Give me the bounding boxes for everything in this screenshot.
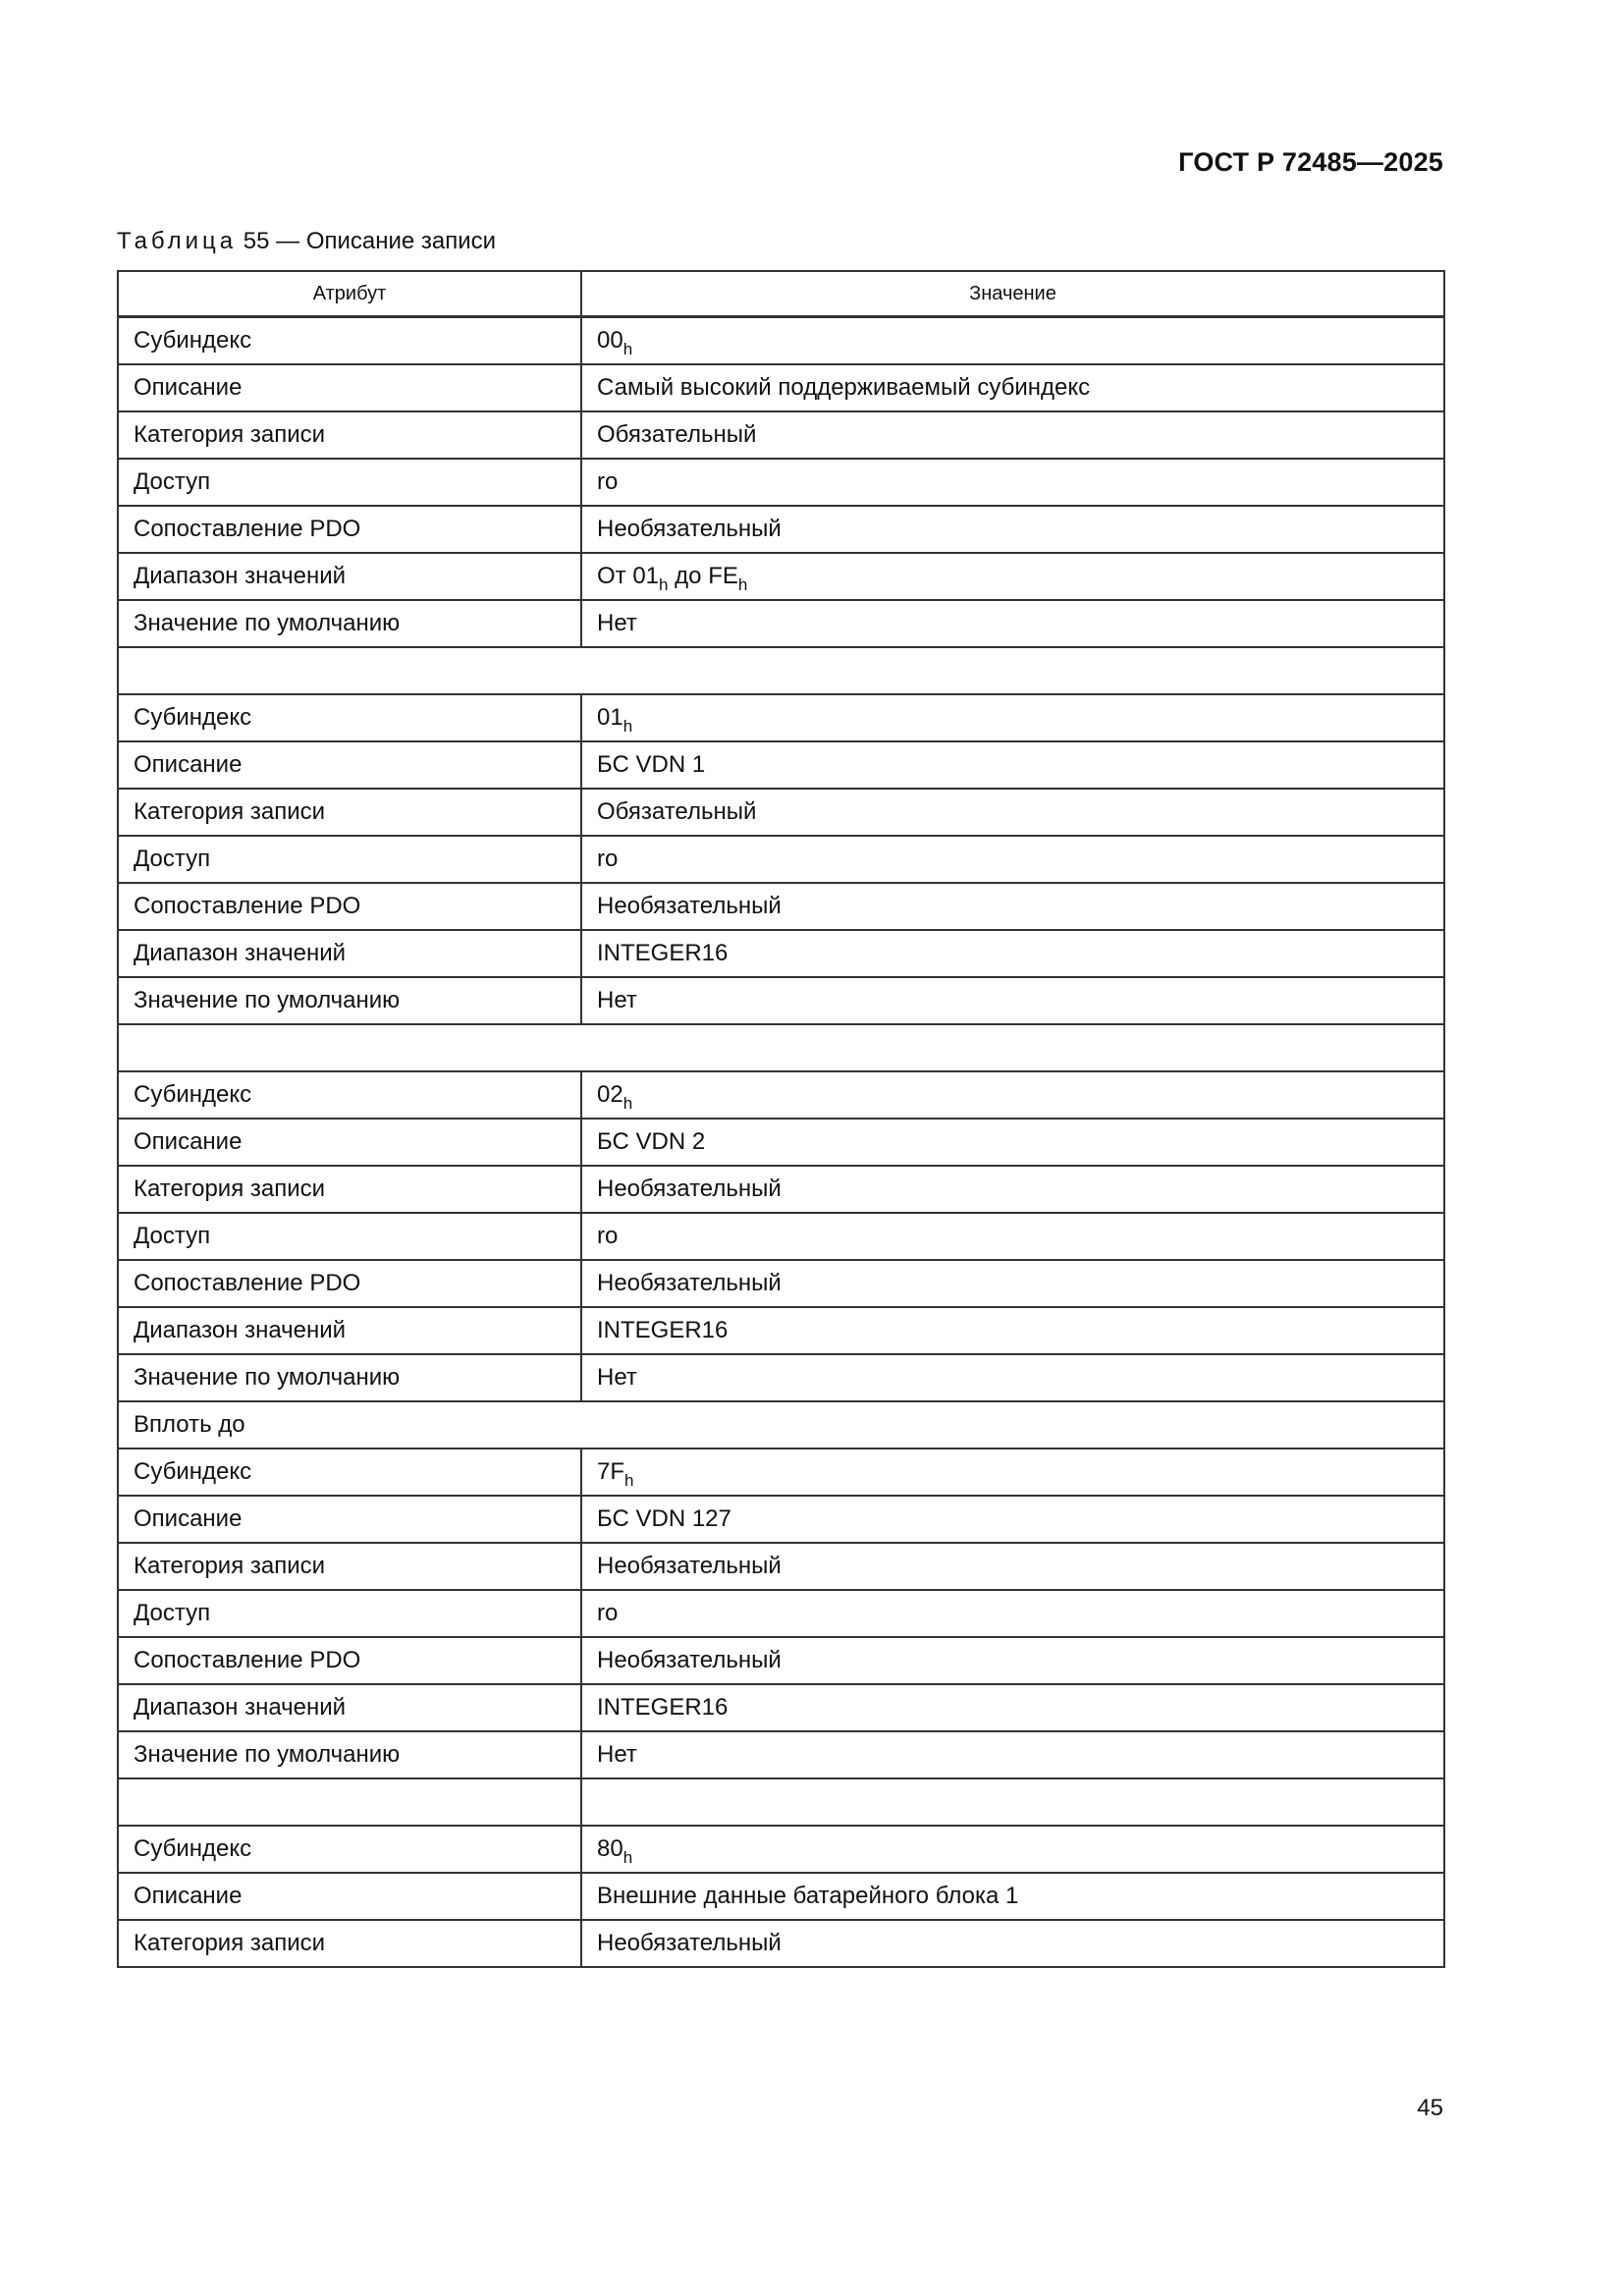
value-cell: [581, 977, 1444, 1024]
attribute-cell: Описание: [118, 364, 581, 411]
value-cell: [581, 1920, 1444, 1967]
value-cell: [581, 1354, 1444, 1401]
value-text: Необязательный: [597, 516, 782, 542]
attribute-cell: Описание: [118, 1496, 581, 1543]
table-row: [118, 553, 1444, 600]
value-text: INTEGER16: [597, 1317, 729, 1343]
table-row: [118, 1307, 1444, 1354]
value-text: 7F: [597, 1458, 625, 1485]
value-cell: [581, 1873, 1444, 1920]
value-cell: [581, 741, 1444, 789]
value-text: Необязательный: [597, 1175, 782, 1202]
table-row: [118, 459, 1444, 506]
value-cell: [581, 694, 1444, 741]
table-row: [118, 883, 1444, 930]
table-row: [118, 836, 1444, 883]
value-cell: [581, 1590, 1444, 1637]
value-text: БС VDN 127: [597, 1505, 731, 1532]
note-cell: Вплоть до: [118, 1401, 1444, 1449]
value-cell: [581, 1213, 1444, 1260]
attribute-cell: Описание: [118, 741, 581, 789]
value-text: Нет: [597, 610, 637, 636]
attribute-cell: Сопоставление PDO: [118, 1637, 581, 1684]
subscript-text: h: [622, 1094, 633, 1113]
table-row: [118, 741, 1444, 789]
caption-dash: —: [276, 228, 300, 254]
value-cell: [581, 1119, 1444, 1166]
value-cell: [581, 1543, 1444, 1590]
value-cell: [581, 1071, 1444, 1119]
table-row: [118, 1543, 1444, 1590]
caption-title: Описание записи: [305, 228, 497, 254]
value-cell: [581, 459, 1444, 506]
value-text: 01: [597, 704, 623, 731]
value-text: Необязательный: [597, 1930, 782, 1956]
subscript-text: h: [624, 1471, 634, 1490]
table-row: [118, 977, 1444, 1024]
value-cell: [581, 1731, 1444, 1778]
attribute-cell: Значение по умолчанию: [118, 1354, 581, 1401]
attribute-cell: Диапазон значений: [118, 930, 581, 977]
value-text: INTEGER16: [597, 1694, 729, 1721]
value-text: Необязательный: [597, 1647, 782, 1673]
table-body: [118, 317, 1444, 1968]
table-row: [118, 1213, 1444, 1260]
table-row: [118, 1354, 1444, 1401]
value-text: до FE: [668, 563, 738, 589]
attribute-cell: Субиндекс: [118, 1449, 581, 1496]
value-text: Нет: [597, 987, 637, 1013]
value-text: Необязательный: [597, 893, 782, 919]
page-number: 45: [1417, 2095, 1443, 2121]
value-cell: [581, 364, 1444, 411]
attribute-cell: Диапазон значений: [118, 553, 581, 600]
value-cell: [581, 1449, 1444, 1496]
attribute-cell: Категория записи: [118, 1920, 581, 1967]
table-row-note: [118, 1401, 1444, 1449]
column-header-value: Значение: [581, 271, 1444, 317]
table-row: [118, 1449, 1444, 1496]
value-cell: [581, 553, 1444, 600]
table-row: [118, 1731, 1444, 1778]
table-row: [118, 1496, 1444, 1543]
spacer-cell: [118, 1024, 1444, 1071]
value-text: 80: [597, 1835, 623, 1862]
attribute-cell: Значение по умолчанию: [118, 977, 581, 1024]
attribute-cell: Сопоставление PDO: [118, 1260, 581, 1307]
subscript-text: h: [622, 340, 633, 358]
table-row: [118, 600, 1444, 647]
value-cell: [581, 317, 1444, 365]
attribute-cell: Сопоставление PDO: [118, 883, 581, 930]
value-text: ro: [597, 846, 619, 872]
attribute-cell: Категория записи: [118, 789, 581, 836]
subscript-text: h: [737, 575, 748, 594]
record-description-table: [117, 270, 1445, 1968]
table-row: [118, 1260, 1444, 1307]
attribute-cell: Категория записи: [118, 411, 581, 459]
attribute-cell: Описание: [118, 1119, 581, 1166]
table-row: [118, 317, 1444, 365]
table-row-spacer: [118, 1024, 1444, 1071]
value-text: Внешние данные батарейного блока 1: [597, 1883, 1019, 1909]
value-cell: [581, 600, 1444, 647]
value-text: Необязательный: [597, 1553, 782, 1579]
table-row: [118, 411, 1444, 459]
empty-cell: [581, 1778, 1444, 1826]
attribute-cell: Субиндекс: [118, 1071, 581, 1119]
table-row: [118, 930, 1444, 977]
caption-prefix: Таблица: [117, 228, 238, 254]
value-cell: [581, 883, 1444, 930]
standard-id: ГОСТ Р 72485—2025: [1178, 147, 1443, 177]
spacer-cell: [118, 647, 1444, 694]
value-cell: [581, 1166, 1444, 1213]
table-header-row: [118, 271, 1444, 317]
value-cell: [581, 411, 1444, 459]
value-cell: [581, 1496, 1444, 1543]
table-row: [118, 1590, 1444, 1637]
attribute-cell: Диапазон значений: [118, 1684, 581, 1731]
table-row: [118, 364, 1444, 411]
subscript-text: h: [659, 575, 669, 594]
value-text: Обязательный: [597, 798, 757, 825]
table-row-spacer: [118, 647, 1444, 694]
value-text: ro: [597, 468, 619, 495]
value-text: Обязательный: [597, 421, 757, 448]
value-cell: [581, 930, 1444, 977]
table-row: [118, 1637, 1444, 1684]
value-text: ro: [597, 1600, 619, 1626]
value-cell: [581, 1307, 1444, 1354]
value-text: От 01: [597, 563, 660, 589]
table-row: [118, 1119, 1444, 1166]
attribute-cell: Доступ: [118, 1590, 581, 1637]
table-row: [118, 1071, 1444, 1119]
attribute-cell: Субиндекс: [118, 1826, 581, 1873]
value-cell: [581, 506, 1444, 553]
table-row: [118, 1684, 1444, 1731]
table-row: [118, 1166, 1444, 1213]
table-row: [118, 1873, 1444, 1920]
value-text: 00: [597, 327, 623, 354]
table-row-empty: [118, 1778, 1444, 1826]
attribute-cell: Диапазон значений: [118, 1307, 581, 1354]
value-text: 02: [597, 1081, 623, 1108]
value-text: Самый высокий поддерживаемый субиндекс: [597, 374, 1091, 401]
subscript-text: h: [622, 1848, 633, 1867]
subscript-text: h: [622, 717, 633, 736]
caption-number: 55: [243, 228, 270, 254]
value-text: БС VDN 2: [597, 1128, 706, 1155]
value-cell: [581, 1684, 1444, 1731]
value-cell: [581, 1260, 1444, 1307]
attribute-cell: Доступ: [118, 1213, 581, 1260]
attribute-cell: Доступ: [118, 836, 581, 883]
value-text: БС VDN 1: [597, 751, 706, 778]
table-row: [118, 1826, 1444, 1873]
value-text: INTEGER16: [597, 940, 729, 966]
table-row: [118, 789, 1444, 836]
value-cell: [581, 1637, 1444, 1684]
attribute-cell: Категория записи: [118, 1166, 581, 1213]
attribute-cell: Сопоставление PDO: [118, 506, 581, 553]
value-text: ro: [597, 1223, 619, 1249]
empty-cell: [118, 1778, 581, 1826]
attribute-cell: Описание: [118, 1873, 581, 1920]
attribute-cell: Значение по умолчанию: [118, 600, 581, 647]
attribute-cell: Субиндекс: [118, 694, 581, 741]
value-cell: [581, 1826, 1444, 1873]
table-caption: [117, 228, 496, 255]
value-cell: [581, 836, 1444, 883]
attribute-cell: Значение по умолчанию: [118, 1731, 581, 1778]
attribute-cell: Доступ: [118, 459, 581, 506]
value-text: Нет: [597, 1364, 637, 1391]
table-row: [118, 1920, 1444, 1967]
value-cell: [581, 789, 1444, 836]
table-row: [118, 694, 1444, 741]
value-text: Нет: [597, 1741, 637, 1768]
table-row: [118, 506, 1444, 553]
column-header-attribute: Атрибут: [118, 271, 581, 317]
value-text: Необязательный: [597, 1270, 782, 1296]
attribute-cell: Субиндекс: [118, 317, 581, 365]
attribute-cell: Категория записи: [118, 1543, 581, 1590]
